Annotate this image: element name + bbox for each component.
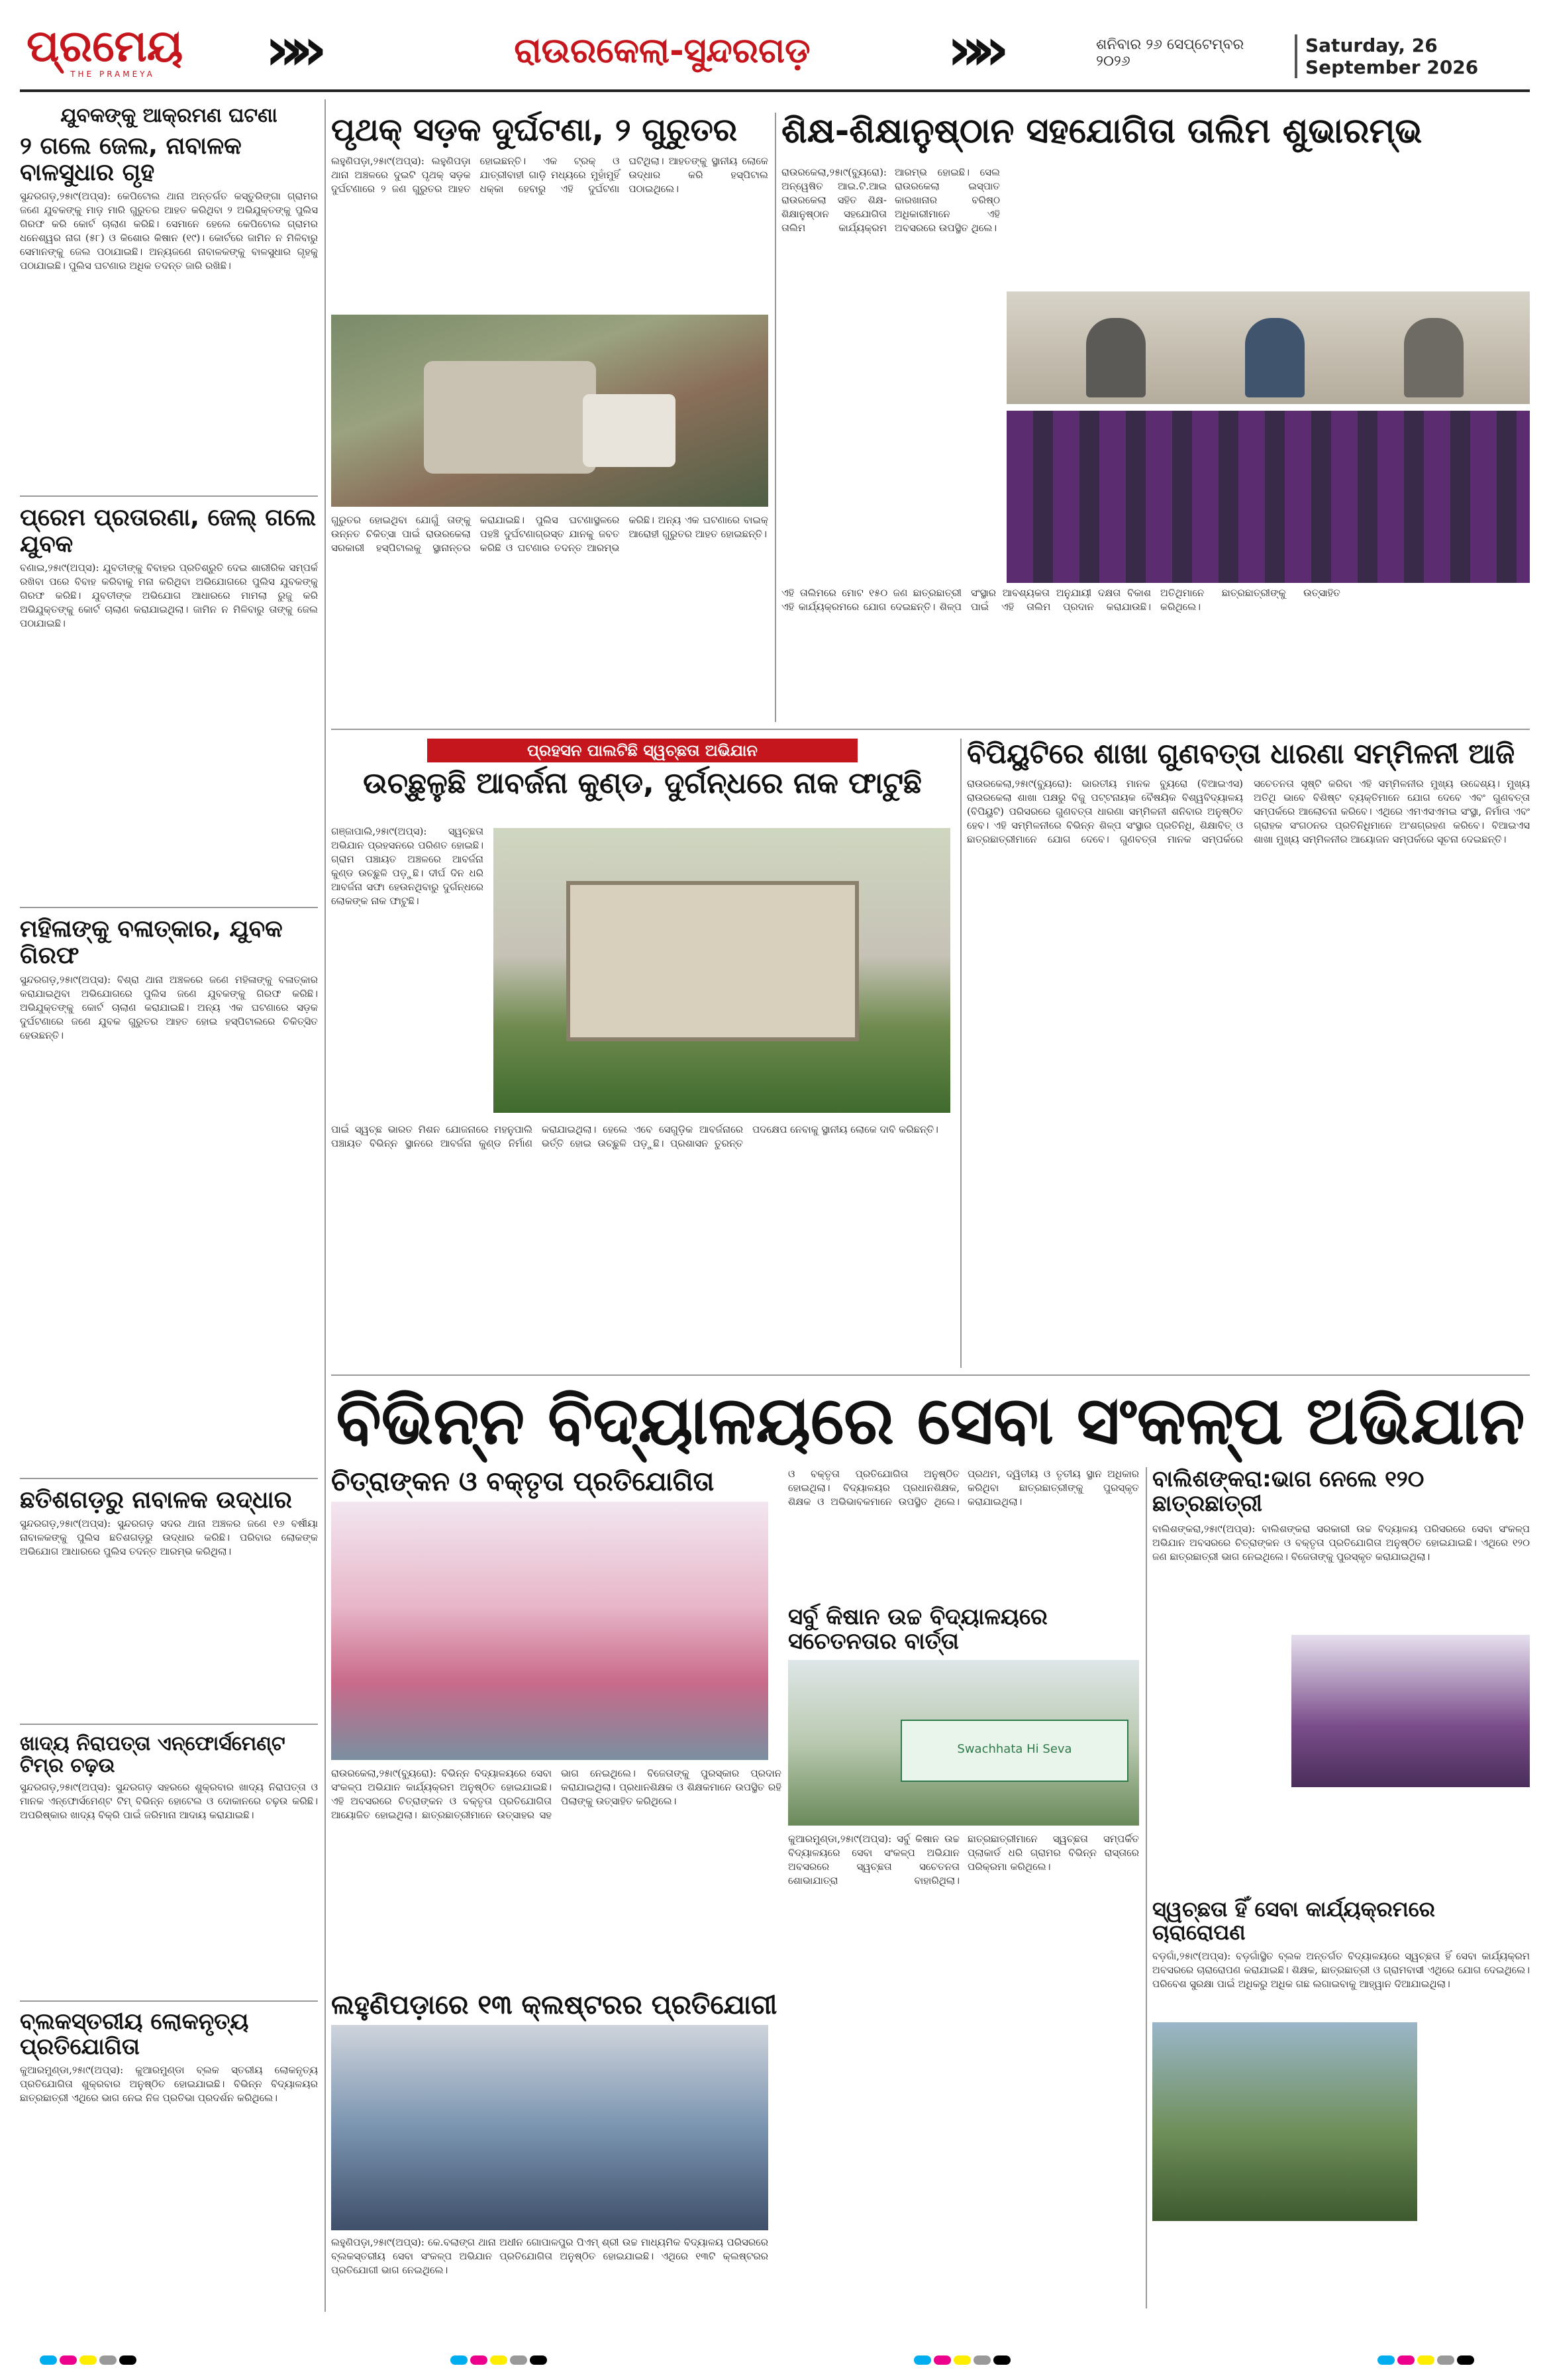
black-mark	[119, 2355, 136, 2365]
divider	[20, 1478, 318, 1479]
training-photo-dais	[1007, 291, 1530, 404]
story-headline: ଶିକ୍ଷ-ଶିକ୍ଷାନୁଷ୍ଠାନ ସହଯୋଗିତା ତାଲିମ ଶୁଭାରମ୍ଭ	[781, 111, 1423, 151]
column-divider	[325, 99, 326, 2312]
divider	[20, 495, 318, 497]
story-body-top: ଓ ବକ୍ତୃତା ପ୍ରତିଯୋଗିତା ଅନୁଷ୍ଠିତ ହୋଇଥିଲା। ବିଦ୍ୟାଳୟର ପ୍ରଧାନଶିକ୍ଷକ, ଶିକ୍ଷକ ଓ ଅଭିଭାବକମାନେ ଉପସ୍ଥିତ ଥିଲେ। ପ୍ରଥମ, ଦ୍ୱିତୀୟ ଓ ତୃତୀୟ ସ୍ଥାନ ଅଧିକାର କରିଥିବା ଛାତ୍ରଛାତ୍ରୀଙ୍କୁ ପୁରସ୍କୃତ କରାଯାଇଥିଲା।	[788, 1468, 1139, 1508]
story-headline: ୨ ଗଲେ ଜେଲ, ନାବାଳକ ବାଳସୁଧାର ଗୃହ	[20, 132, 242, 186]
date-odia: ଶନିବାର ୨୬ ସେପ୍ଟେମ୍ବର ୨୦୨୬	[1096, 36, 1244, 70]
story-body: ରାଉରକେଲା,୨୫ା୯(ବ୍ୟୁରୋ): ବିଭିନ୍ନ ବିଦ୍ୟାଳୟରେ ସେବା ସଂକଳ୍ପ ଅଭିଯାନ କାର୍ଯ୍ୟକ୍ରମ ଅନୁଷ୍ଠିତ ହୋଇଯାଇଛି। ଏହି ଅବସରରେ ଚିତ୍ରାଙ୍କନ ଓ ବକ୍ତୃତା ପ୍ରତିଯୋଗିତା ଆୟୋଜିତ ହୋଇଥିଲା। ଛାତ୍ରଛାତ୍ରୀମାନେ ଉତ୍ସାହର ସହ ଭାଗ ନେଇଥିଲେ। ବିଜେତାଙ୍କୁ ପୁରସ୍କାର ପ୍ରଦାନ କରାଯାଇଥିଲା। ପ୍ରଧାନଶିକ୍ଷକ ଓ ଶିକ୍ଷକମାନେ ଉପସ୍ଥିତ ରହି ପିଲାଙ୍କୁ ଉତ୍ସାହିତ କରିଥିଲେ।	[331, 1767, 781, 1821]
story-body: ସୁନ୍ଦରଗଡ଼,୨୫ା୯(ଅପ୍ସ): ସୁନ୍ଦରଗଡ଼ ସହରରେ ଶୁକ୍ରବାର ଖାଦ୍ୟ ନିରାପତ୍ତା ଓ ମାନକ ଏନ୍‌ଫୋର୍ସମେଣ୍ଟ ଟିମ୍ ବିଭିନ୍ନ ହୋଟେଲ ଓ ଦୋକାନରେ ଚଢ଼ଉ କରିଛି। ଅପରିଷ୍କାର ଖାଦ୍ୟ ବିକ୍ରି ପାଇଁ ଜରିମାନା ଆଦାୟ କରାଯାଇଛି।	[20, 1781, 318, 1822]
magenta-mark	[1397, 2355, 1415, 2365]
car-shape	[583, 394, 675, 467]
story-headline: ଖାଦ୍ୟ ନିରାପତ୍ତା ଏନ୍‌ଫୋର୍ସମେଣ୍ଟ ଟିମ୍‌ର ଚଢ଼ଉ	[20, 1732, 285, 1778]
masthead-logo	[26, 23, 199, 83]
story-left-3	[20, 916, 318, 1469]
story-body: କୁଆରମୁଣ୍ଡା,୨୫ା୯(ଅପ୍ସ): କୁଆରମୁଣ୍ଡା ବ୍ଲକ ସ୍ତରୀୟ ଲୋକନୃତ୍ୟ ପ୍ରତିଯୋଗିତା ଶୁକ୍ରବାର ଅନୁଷ୍ଠିତ ହୋଇଯାଇଛି। ବିଭିନ୍ନ ବିଦ୍ୟାଳୟର ଛାତ୍ରଛାତ୍ରୀ ଏଥିରେ ଭାଗ ନେଇ ନିଜ ପ୍ରତିଭା ପ୍ରଦର୍ଶନ କରିଥିଲେ।	[20, 2063, 318, 2104]
story-left-6	[20, 2010, 318, 2262]
truck-shape	[424, 361, 596, 474]
story-bis	[967, 739, 1530, 1368]
story-headline: ବ୍ଲକସ୍ତରୀୟ ଲୋକନୃତ୍ୟ ପ୍ରତିଯୋଗିତା	[20, 2008, 249, 2060]
registration-marks-center-left	[450, 2355, 649, 2368]
story-body: ବଣାଇ,୨୫ା୯(ଅପ୍ସ): ଯୁବତୀଙ୍କୁ ବିବାହର ପ୍ରତିଶ୍ରୁତି ଦେଇ ଶାରୀରିକ ସମ୍ପର୍କ ରଖିବା ପରେ ବିବାହ କରିବାକୁ ମନା କରିଥିବା ଅଭିଯୋଗରେ ପୁଲିସ ଯୁବକଙ୍କୁ ଗିରଫ କରିଛି। ଯୁବତୀଙ୍କ ଅଭିଯୋଗ ଆଧାରରେ ମାମଲା ରୁଜୁ କରି ଅଭିଯୁକ୍ତଙ୍କୁ କୋର୍ଟ ଚାଲାଣ କରାଯାଇଥିଲା। ଜାମିନ ନ ମିଳିବାରୁ ତାଙ୍କୁ ଜେଲ ପଠାଯାଇଛି।	[20, 562, 318, 630]
person-shape	[1245, 318, 1305, 397]
story-body: ସୁନ୍ଦରଗଡ଼,୨୫ା୯(ଅପ୍ସ): ସୁନ୍ଦରଗଡ଼ ସଦର ଥାନା ଅଞ୍ଚଳର ଜଣେ ୧୬ ବର୍ଷୀୟା ନାବାଳକଙ୍କୁ ପୁଲିସ ଛତିଶଗଡ଼ରୁ ଉଦ୍ଧାର କରିଛି। ପରିବାର ଲୋକଙ୍କ ଅଭିଯୋଗ ଆଧାରରେ ପୁଲିସ ତଦନ୍ତ ଆରମ୍ଭ କରିଥିଲା।	[20, 1518, 318, 1558]
story-body-left: ରାଉରକେଲା,୨୫ା୯(ବ୍ୟୁରୋ): ଅନ୍ୱେଷିତ ଆଇ.ଟି.ଆଇ ରାଉରକେଲା ସହିତ ଶିକ୍ଷ-ଶିକ୍ଷାନୁଷ୍ଠାନ ସହଯୋଗିତା ତାଲିମ କାର୍ଯ୍ୟକ୍ରମ ଆରମ୍ଭ ହୋଇଛି। ସେଲ ରାଉରକେଲା ଇସ୍ପାତ କାରଖାନାର ବରିଷ୍ଠ ଅଧିକାରୀମାନେ ଏହି ଅବସରରେ ଉପସ୍ଥିତ ଥିଲେ।	[781, 166, 1000, 234]
story-body: ବାଲିଶଙ୍କରା,୨୫ା୯(ଅପ୍ସ): ବାଲିଶଙ୍କରା ସରକାରୀ ଉଚ୍ଚ ବିଦ୍ୟାଳୟ ପରିସରରେ ସେବା ସଂକଳ୍ପ ଅଭିଯାନ ଅବସରରେ ଚିତ୍ରାଙ୍କନ ଓ ବକ୍ତୃତା ପ୍ରତିଯୋଗିତା ଅନୁଷ୍ଠିତ ହୋଇଯାଇଛି। ଏଥିରେ ୧୨୦ ଜଣ ଛାତ୍ରଛାତ୍ରୀ ଭାଗ ନେଇଥିଲେ। ବିଜେତାଙ୍କୁ ପୁରସ୍କୃତ କରାଯାଇଥିଲା।	[1152, 1522, 1530, 1563]
column-divider	[775, 113, 776, 722]
story-body-left: ଗଞ୍ଜାପାଲି,୨୫ା୯(ଅପ୍ସ): ସ୍ୱଚ୍ଛତା ଅଭିଯାନ ପ୍ରହସନରେ ପରିଣତ ହୋଇଛି। ଗ୍ରାମ ପଞ୍ଚାୟତ ଅଞ୍ଚଳରେ ଆବର୍ଜନା କୁଣ୍ଡ ଉଚ୍ଛୁଳି ପଡ଼ୁଛି। ଦୀର୍ଘ ଦିନ ଧରି ଆବର୍ଜନା ସଫା ହେଉନଥିବାରୁ ଦୁର୍ଗନ୍ଧରେ ଲୋକଙ୍କ ନାକ ଫାଟୁଛି।	[331, 825, 483, 907]
story-left-2	[20, 505, 318, 899]
story-kicker: ପ୍ରହସନ ପାଲଟିଛି ସ୍ୱଚ୍ଛତା ଅଭିଯାନ	[427, 739, 858, 762]
story-left-5	[20, 1733, 318, 1992]
swachhata-banner: Swachhata Hi Seva	[901, 1720, 1128, 1782]
black-mark	[1457, 2355, 1474, 2365]
edition-title: ରାଉରକେଲା-ସୁନ୍ଦରଗଡ଼	[514, 31, 811, 71]
person-shape	[1086, 318, 1146, 397]
training-photo-audience	[1007, 411, 1530, 583]
magenta-mark	[934, 2355, 951, 2365]
magenta-mark	[470, 2355, 487, 2365]
story-swachhata	[331, 739, 954, 1368]
story-plantation	[1152, 1898, 1530, 2308]
story-headline: ବାଲିଶଙ୍କରା:ଭାଗ ନେଲେ ୧୨୦ ଛାତ୍ରଛାତ୍ରୀ	[1152, 1466, 1424, 1518]
story-headline: ଲହୁଣିପଡ଼ାରେ ୧୩ କ୍ଲଷ୍ଟରର ପ୍ରତିଯୋଗୀ	[331, 1990, 777, 2020]
column-divider	[960, 739, 962, 1368]
yellow-mark	[1417, 2355, 1434, 2365]
story-balishankara	[1152, 1467, 1530, 1891]
left-column	[20, 99, 318, 2312]
story-body: ସୁନ୍ଦରଗଡ଼,୨୫ା୯(ଅପ୍ସ): ବିଶ୍ରା ଥାନା ଅଞ୍ଚଳରେ ଜଣେ ମହିଳାଙ୍କୁ ବଳାତ୍କାର କରାଯାଇଥିବା ଅଭିଯୋଗରେ ପୁଲିସ ଜଣେ ଯୁବକଙ୍କୁ ଗିରଫ କରିଛି। ଅଭିଯୁକ୍ତଙ୍କୁ କୋର୍ଟ ଚାଲାଣ କରାଯାଇଛି। ଅନ୍ୟ ଏକ ଘଟଣାରେ ସଡ଼କ ଦୁର୍ଘଟଣାରେ ଜଣେ ଯୁବକ ଗୁରୁତର ଆହତ ହୋଇ ହସ୍ପିଟାଲରେ ଚିକିତ୍ସିତ ହେଉଛନ୍ତି।	[20, 973, 318, 1041]
story-headline: ପୃଥକ୍ ସଡ଼କ ଦୁର୍ଘଟଣା, ୨ ଗୁରୁତର	[331, 111, 738, 148]
story-headline: ସର୍ବୁ କିଷାନ ଉଚ୍ଚ ବିଦ୍ୟାଳୟରେ ସଚେତନତାର ବାର୍ତ୍ତା	[788, 1604, 1048, 1655]
yellow-mark	[490, 2355, 507, 2365]
balishankara-photo	[1291, 1635, 1530, 1787]
story-left-1	[20, 133, 318, 488]
banner-headline: ବିଭିନ୍ନ ବିଦ୍ୟାଳୟରେ ସେବା ସଂକଳ୍ପ ଅଭିଯାନ	[336, 1382, 1525, 1459]
story-headline: ଉଚ୍ଛୁଳୁଛି ଆବର୍ଜନା କୁଣ୍ଡ, ଦୁର୍ଗନ୍ଧରେ ନାକ ଫାଟୁଛି	[363, 766, 922, 800]
divider	[20, 1724, 318, 1725]
cyan-mark	[914, 2355, 931, 2365]
story-lahunipada	[331, 1991, 1139, 2308]
story-left-4	[20, 1487, 318, 1716]
sarbu-rally-photo	[788, 1660, 1139, 1826]
story-middle	[788, 1467, 1139, 1984]
garbage-bin-shape	[566, 881, 859, 1041]
cyan-mark	[450, 2355, 468, 2365]
story-body: ଲହୁଣିପଡ଼ା,୨୫ା୯(ଅପ୍ସ): କେ.ବଲାଙ୍ଗ ଥାନା ଅଧୀନ ଗୋପାଳପୁର ପିଏମ୍ ଶ୍ରୀ ଉଚ୍ଚ ମାଧ୍ୟମିକ ବିଦ୍ୟାଳୟ ପରିସରରେ ବ୍ଲକସ୍ତରୀୟ ସେବା ସଂକଳ୍ପ ଅଭିଯାନ ପ୍ରତିଯୋଗିତା ଅନୁଷ୍ଠିତ ହୋଇଯାଇଛି। ଏଥିରେ ୧୩ଟି କ୍ଲଷ୍ଟରର ପ୍ରତିଯୋଗୀ ଭାଗ ନେଇଥିଲେ।	[331, 2236, 768, 2276]
grey-mark	[974, 2355, 991, 2365]
yellow-mark	[954, 2355, 971, 2365]
section-label: ଯୁବକଙ୍କୁ ଆକ୍ରମଣ ଘଟଣା	[60, 104, 277, 127]
black-mark	[530, 2355, 547, 2365]
registration-marks-left	[40, 2355, 238, 2368]
registration-marks-right	[1377, 2355, 1530, 2368]
row-divider	[331, 729, 1530, 730]
divider	[20, 2000, 318, 2002]
story-body-bottom: ପାଇଁ ସ୍ୱଚ୍ଛ ଭାରତ ମିଶନ ଯୋଜନାରେ ମହନୁପାଲି ପଞ୍ଚାୟତ ବିଭିନ୍ନ ସ୍ଥାନରେ ଆବର୍ଜନା କୁଣ୍ଡ ନିର୍ମାଣ କରାଯାଇଥିଲା। ହେଲେ ଏବେ ସେଗୁଡ଼ିକ ଆବର୍ଜନାରେ ଭର୍ତ୍ତି ହୋଇ ଉଚ୍ଛୁଳି ପଡ଼ୁଛି। ପ୍ରଶାସନ ତୁରନ୍ତ ପଦକ୍ଷେପ ନେବାକୁ ସ୍ଥାନୀୟ ଲୋକେ ଦାବି କରିଛନ୍ତି।	[331, 1123, 938, 1149]
cyan-mark	[1377, 2355, 1395, 2365]
story-body: ସୁନ୍ଦରଗଡ଼,୨୫ା୯(ଅପ୍ସ): କେପିଟୋଲ ଥାନା ଅନ୍ତର୍ଗତ କସ୍ତୁରିଙ୍ଗା ଗ୍ରାମର ଜଣେ ଯୁବକଙ୍କୁ ମାଡ଼ ମାରି ଗୁରୁତର ଆହତ କରିଥିବା ୨ ଅଭିଯୁକ୍ତଙ୍କୁ ପୁଲିସ ଗିରଫ କରି କୋର୍ଟ ଚାଲାଣ କରିଛି। ସେମାନେ ହେଲେ କେପିଟୋଲ ଗ୍ରାମର ଧନେଶ୍ୱର ନାଗ (୫୮) ଓ କିଶୋର କିଷାନ (୧୯)। କୋର୍ଟରେ ଜାମିନ ନ ମିଳିବାରୁ ସେମାନଙ୍କୁ ଜେଲ ପଠାଯାଇଛି। ଅନ୍ୟଜଣେ ନାବାଳକଙ୍କୁ ବାଳସୁଧାର ଗୃହକୁ ପଠାଯାଇଛି। ପୁଲିସ ଘଟଣାର ଅଧିକ ତଦନ୍ତ ଜାରି ରଖିଛି।	[20, 190, 318, 272]
date-english: Saturday, 26 September 2026	[1295, 34, 1533, 78]
story-body-top: ଲହୁଣିପଡ଼ା,୨୫ା୯(ଅପ୍ସ): ଲହୁଣିପଡ଼ା ଥାନା ଅଞ୍ଚଳରେ ଦୁଇଟି ପୃଥକ୍ ସଡ଼କ ଦୁର୍ଘଟଣାରେ ୨ ଜଣ ଗୁରୁତର ଆହତ ହୋଇଛନ୍ତି। ଏକ ଟ୍ରକ୍ ଓ ଯାତ୍ରୀବାହୀ ଗାଡ଼ି ମଧ୍ୟରେ ମୁହାଁମୁହିଁ ଧକ୍କା ହେବାରୁ ଏହି ଦୁର୍ଘଟଣା ଘଟିଥିଲା। ଆହତଙ୍କୁ ସ୍ଥାନୀୟ ଲୋକେ ଉଦ୍ଧାର କରି ହସ୍ପିଟାଲ ପଠାଇଥିଲେ।	[331, 154, 768, 195]
black-mark	[993, 2355, 1011, 2365]
plantation-photo	[1152, 2022, 1417, 2221]
logo-text: ପ୍ରମେୟ	[26, 21, 183, 72]
story-training	[781, 113, 1530, 722]
story-painting	[331, 1467, 781, 1984]
magenta-mark	[60, 2355, 77, 2365]
registration-marks-center-right	[914, 2355, 1113, 2368]
person-shape	[1404, 318, 1464, 397]
masthead-rule	[20, 89, 1530, 92]
story-headline: ମହିଳାଙ୍କୁ ବଳାତ୍କାର, ଯୁବକ ଗିରଫ	[20, 915, 283, 969]
logo-subtext: THE PRAMEYA	[70, 70, 155, 79]
story-headline: ବିପିୟୁଟିରେ ଶାଖା ଗୁଣବତ୍ତା ଧାରଣା ସମ୍ମିଳନୀ ଆଜି	[967, 737, 1515, 770]
yellow-mark	[79, 2355, 97, 2365]
cyan-mark	[40, 2355, 57, 2365]
column-divider	[1146, 1467, 1147, 2308]
accident-photo	[331, 315, 768, 507]
painting-group-photo	[331, 1502, 768, 1760]
chevron-right-decoration-icon: »»	[947, 15, 995, 84]
story-body-top: ବଡ଼ଗାଁ,୨୫ା୯(ଅପ୍ସ): ବଡ଼ଗାଁସ୍ଥିତ ବ୍ଲକ ଅନ୍ତର୍ଗତ ବିଦ୍ୟାଳୟରେ ସ୍ୱଚ୍ଛତା ହିଁ ସେବା କାର୍ଯ୍ୟକ୍ରମ ଅବସରରେ ଚାରାରୋପଣ କରାଯାଇଛି। ଶିକ୍ଷକ, ଛାତ୍ରଛାତ୍ରୀ ଓ ଗ୍ରାମବାସୀ ଏଥିରେ ଯୋଗ ଦେଇଥିଲେ। ପରିବେଶ ସୁରକ୍ଷା ପାଇଁ ଅଧିକରୁ ଅଧିକ ଗଛ ଲଗାଇବାକୁ ଆହ୍ୱାନ ଦିଆଯାଇଥିଲା।	[1152, 1950, 1530, 1991]
story-headline: ଛତିଶଗଡ଼ରୁ ନାବାଳକ ଉଦ୍ଧାର	[20, 1486, 292, 1514]
story-headline: ଚିତ୍ରାଙ୍କନ ଓ ବକ୍ତୃତା ପ୍ରତିଯୋଗିତା	[331, 1467, 715, 1497]
story-body: କୁଆରମୁଣ୍ଡା,୨୫ା୯(ଅପ୍ସ): ସର୍ବୁ କିଷାନ ଉଚ୍ଚ ବିଦ୍ୟାଳୟରେ ସେବା ସଂକଳ୍ପ ଅଭିଯାନ ଅବସରରେ ସ୍ୱଚ୍ଛତା ସଚେତନତା ଶୋଭାଯାତ୍ରା ବାହାରିଥିଲା। ଛାତ୍ରଛାତ୍ରୀମାନେ ସ୍ୱଚ୍ଛତା ସମ୍ପର୍କିତ ପ୍ଲାକାର୍ଡ ଧରି ଗ୍ରାମର ବିଭିନ୍ନ ରାସ୍ତାରେ ପରିକ୍ରମା କରିଥିଲେ।	[788, 1832, 1139, 1887]
grey-mark	[510, 2355, 527, 2365]
grey-mark	[99, 2355, 117, 2365]
story-accident	[331, 113, 768, 722]
story-body-bottom: ଗୁରୁତର ହୋଇଥିବା ଯୋଗୁଁ ତାଙ୍କୁ ଉନ୍ନତ ଚିକିତ୍ସା ପାଇଁ ରାଉରକେଲା ସରକାରୀ ହସ୍ପିଟାଲକୁ ସ୍ଥାନାନ୍ତର କରାଯାଇଛି। ପୁଲିସ ଘଟଣାସ୍ଥଳରେ ପହଞ୍ଚି ଦୁର୍ଘଟଣାଗ୍ରସ୍ତ ଯାନକୁ ଜବତ କରିଛି ଓ ଘଟଣାର ତଦନ୍ତ ଆରମ୍ଭ କରିଛି। ଅନ୍ୟ ଏକ ଘଟଣାରେ ବାଇକ୍ ଆରୋହୀ ଗୁରୁତର ଆହତ ହୋଇଛନ୍ତି।	[331, 513, 768, 554]
chevron-left-decoration-icon: »»	[265, 15, 313, 84]
lahunipada-photo	[331, 2025, 768, 2230]
story-headline: ପ୍ରେମ ପ୍ରତାରଣା, ଜେଲ୍ ଗଲେ ଯୁବକ	[20, 504, 317, 558]
story-body: ରାଉରକେଲା,୨୫ା୯(ବ୍ୟୁରୋ): ଭାରତୀୟ ମାନକ ବ୍ୟୁରୋ (ବିଆଇଏସ) ରାଉରକେଲା ଶାଖା ପକ୍ଷରୁ ବିଜୁ ପଟ୍ଟନାୟକ ବୈଷୟିକ ବିଶ୍ୱବିଦ୍ୟାଳୟ (ବିପିୟୁଟି) ପରିସରରେ ଗୁଣବତ୍ତା ଧାରଣା ସମ୍ମିଳନୀ ଶନିବାର ଅନୁଷ୍ଠିତ ହେବ। ଏହି ସମ୍ମିଳନୀରେ ବିଭିନ୍ନ ଶିଳ୍ପ ସଂସ୍ଥାର ପ୍ରତିନିଧି, ଶିକ୍ଷାବିତ୍ ଓ ଛାତ୍ରଛାତ୍ରୀମାନେ ଯୋଗ ଦେବେ। ଗୁଣବତ୍ତା ମାନକ ସମ୍ପର୍କରେ ସଚେତନତା ସୃଷ୍ଟି କରିବା ଏହି ସମ୍ମିଳନୀର ମୁଖ୍ୟ ଉଦ୍ଦେଶ୍ୟ। ମୁଖ୍ୟ ଅତିଥି ଭାବେ ବିଶିଷ୍ଟ ବ୍ୟକ୍ତିମାନେ ଯୋଗ ଦେବେ ଏବଂ ଗୁଣବତ୍ତା ସମ୍ପର୍କରେ ଆଲୋଚନା କରିବେ। ଏଥିରେ ଏମଏସଏମଇ ସଂସ୍ଥା, ନିର୍ମାତା ଏବଂ ଗ୍ରାହକ ସଂଗଠନର ପ୍ରତିନିଧିମାନେ ଅଂଶଗ୍ରହଣ କରିବେ। ବିଆଇଏସ ଶାଖା ମୁଖ୍ୟ ସମ୍ମିଳନୀର ଆୟୋଜନ ସମ୍ପର୍କରେ ସୂଚନା ଦେଇଛନ୍ତି।	[967, 778, 1530, 846]
story-body-bottom: ଏହି ତାଲିମରେ ମୋଟ ୧୫୦ ଜଣ ଛାତ୍ରଛାତ୍ରୀ ଏହି କାର୍ଯ୍ୟକ୍ରମରେ ଯୋଗ ଦେଇଛନ୍ତି। ଶିଳ୍ପ ସଂସ୍ଥାର ଆବଶ୍ୟକତା ଅନୁଯାୟୀ ଦକ୍ଷତା ବିକାଶ ପାଇଁ ଏହି ତାଲିମ ପ୍ରଦାନ କରାଯାଉଛି। ଅତିଥିମାନେ ଛାତ୍ରଛାତ୍ରୀଙ୍କୁ ଉତ୍ସାହିତ କରିଥିଲେ।	[781, 587, 1340, 613]
row-divider	[331, 1374, 1530, 1376]
grey-mark	[1437, 2355, 1454, 2365]
story-headline: ସ୍ୱଚ୍ଛତା ହିଁ ସେବା କାର୍ଯ୍ୟକ୍ରମରେ ଚାରାରୋପଣ	[1152, 1896, 1435, 1945]
garbage-bin-photo	[493, 828, 950, 1113]
divider	[20, 907, 318, 908]
